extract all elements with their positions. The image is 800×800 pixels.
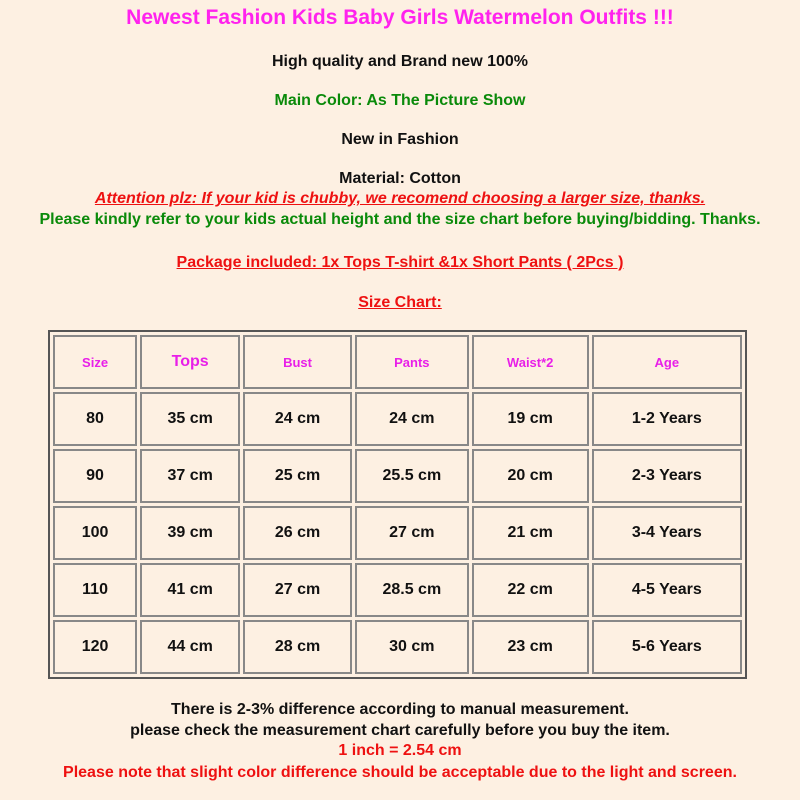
cell-waist: 19 cm bbox=[472, 392, 589, 446]
cell-size: 90 bbox=[53, 449, 137, 503]
table-row bbox=[53, 620, 742, 674]
size-refer-note: Please kindly refer to your kids actual height and the size chart before buying/bidding. Thanks. bbox=[39, 211, 761, 228]
header-bust: Bust bbox=[243, 335, 352, 389]
measurement-difference-note: There is 2-3% difference according to manual measurement. bbox=[171, 701, 629, 718]
cell-size: 80 bbox=[53, 392, 137, 446]
cell-tops: 39 cm bbox=[140, 506, 240, 560]
cell-pants: 27 cm bbox=[355, 506, 469, 560]
table-row bbox=[53, 449, 742, 503]
table-row bbox=[53, 392, 742, 446]
cell-bust: 27 cm bbox=[243, 563, 352, 617]
cell-waist: 21 cm bbox=[472, 506, 589, 560]
material-line: Material: Cotton bbox=[339, 170, 461, 187]
cell-size: 120 bbox=[53, 620, 137, 674]
cell-tops: 37 cm bbox=[140, 449, 240, 503]
cell-age: 3-4 Years bbox=[592, 506, 742, 560]
table-row bbox=[53, 563, 742, 617]
cell-age: 4-5 Years bbox=[592, 563, 742, 617]
cell-waist: 22 cm bbox=[472, 563, 589, 617]
cell-tops: 41 cm bbox=[140, 563, 240, 617]
attention-note: Attention plz: If your kid is chubby, we recomend choosing a larger size, thanks. bbox=[94, 190, 706, 207]
header-tops: Tops bbox=[140, 335, 240, 389]
cell-age: 2-3 Years bbox=[592, 449, 742, 503]
cell-pants: 30 cm bbox=[355, 620, 469, 674]
cell-size: 110 bbox=[53, 563, 137, 617]
main-color-line: Main Color: As The Picture Show bbox=[274, 92, 526, 109]
table-row bbox=[53, 506, 742, 560]
header-waist: Waist*2 bbox=[472, 335, 589, 389]
cell-age: 1-2 Years bbox=[592, 392, 742, 446]
size-chart-label: Size Chart: bbox=[358, 294, 442, 311]
header-size: Size bbox=[53, 335, 137, 389]
cell-waist: 23 cm bbox=[472, 620, 589, 674]
cell-tops: 35 cm bbox=[140, 392, 240, 446]
size-chart-table bbox=[48, 330, 747, 679]
cell-bust: 24 cm bbox=[243, 392, 352, 446]
cell-bust: 28 cm bbox=[243, 620, 352, 674]
cell-bust: 26 cm bbox=[243, 506, 352, 560]
quality-line: High quality and Brand new 100% bbox=[271, 53, 529, 70]
cell-bust: 25 cm bbox=[243, 449, 352, 503]
cell-pants: 24 cm bbox=[355, 392, 469, 446]
page-title: Newest Fashion Kids Baby Girls Watermelon Outfits !!! bbox=[126, 6, 674, 29]
new-in-fashion-line: New in Fashion bbox=[341, 131, 459, 148]
inch-conversion: 1 inch = 2.54 cm bbox=[338, 742, 462, 759]
cell-size: 100 bbox=[53, 506, 137, 560]
cell-waist: 20 cm bbox=[472, 449, 589, 503]
package-included: Package included: 1x Tops T-shirt &1x Short Pants ( 2Pcs ) bbox=[176, 254, 624, 271]
cell-pants: 25.5 cm bbox=[355, 449, 469, 503]
color-difference-note: Please note that slight color difference should be acceptable due to the light and screen. bbox=[63, 764, 737, 781]
header-age: Age bbox=[592, 335, 742, 389]
check-chart-note: please check the measurement chart carefully before you buy the item. bbox=[130, 722, 670, 739]
cell-tops: 44 cm bbox=[140, 620, 240, 674]
cell-age: 5-6 Years bbox=[592, 620, 742, 674]
cell-pants: 28.5 cm bbox=[355, 563, 469, 617]
header-pants: Pants bbox=[355, 335, 469, 389]
table-header-row bbox=[53, 335, 742, 389]
